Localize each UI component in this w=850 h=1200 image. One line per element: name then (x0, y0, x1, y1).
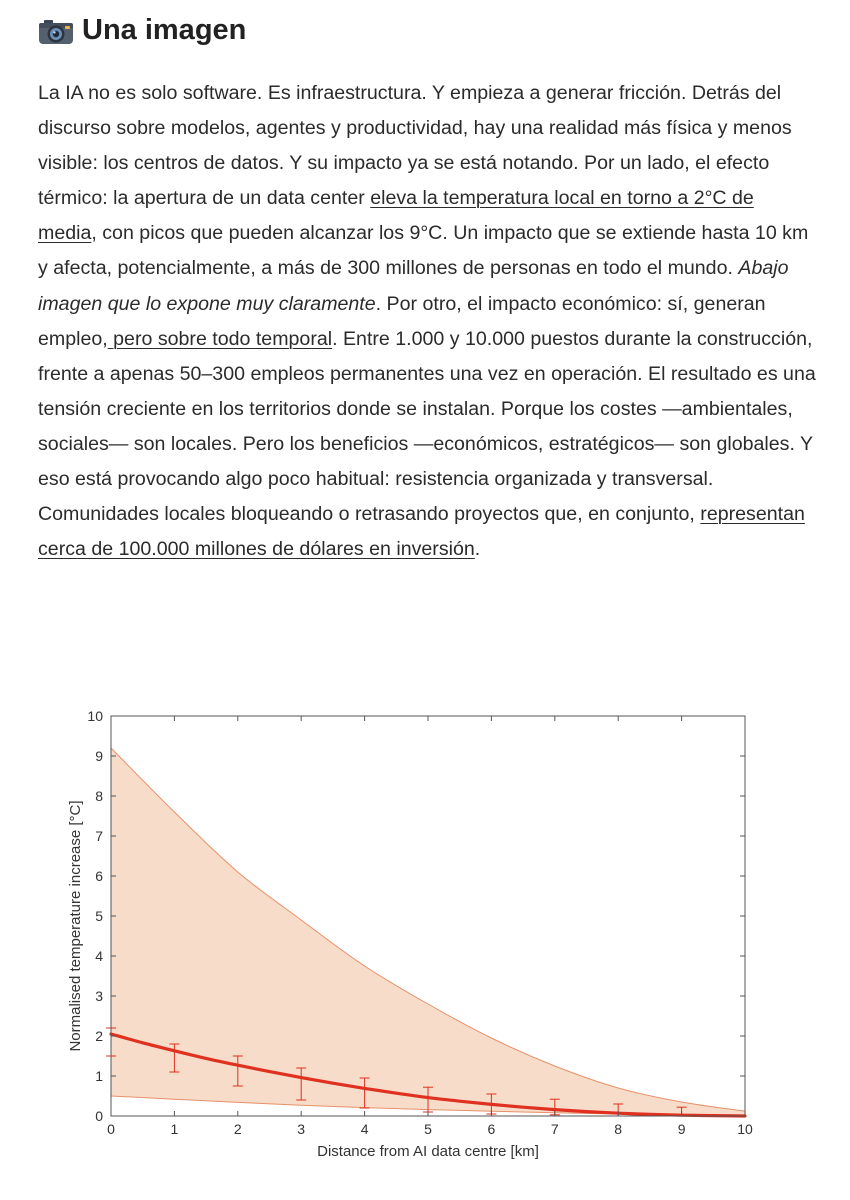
x-tick-label: 6 (487, 1121, 496, 1137)
x-tick-label: 1 (170, 1121, 179, 1137)
y-axis-label: Normalised temperature increase [°C] (67, 800, 84, 1052)
x-tick-label: 8 (614, 1121, 623, 1137)
y-tick-label: 2 (95, 1028, 103, 1044)
y-tick-label: 8 (95, 788, 103, 804)
x-tick-label: 10 (737, 1121, 753, 1137)
y-tick-label: 10 (87, 708, 103, 724)
y-tick-label: 3 (95, 988, 103, 1004)
x-tick-label: 9 (677, 1121, 686, 1137)
x-tick-label: 5 (424, 1121, 432, 1137)
article-italic-text: Abajo imagen que lo expone muy claramente (38, 257, 789, 315)
y-tick-label: 0 (95, 1108, 103, 1124)
article-text: . Entre 1.000 y 10.000 puestos durante la construcción, frente a apenas 50–300 empleos permanentes una vez en operación. El resultado es una tensión creciente en los territorios donde se instalan. Porque los costes —ambientales, sociales— son locales. Pero los beneficios —económicos, estratégicos— son globales. Y eso está provocando algo poco habitual: resistencia organizada y transversal. Comunidades locales bloqueando o retrasando proyectos que, en conjunto, (38, 327, 816, 526)
temperature-link[interactable]: eleva la temperatura local en torno a 2°C de media (38, 187, 754, 245)
y-tick-label: 4 (95, 948, 103, 964)
y-tick-label: 5 (95, 908, 103, 924)
y-tick-label: 9 (95, 748, 103, 764)
y-tick-label: 6 (95, 868, 103, 884)
article-text: . (474, 538, 481, 561)
y-tick-label: 7 (95, 828, 103, 844)
camera-icon (38, 16, 74, 46)
chart-container (0, 690, 850, 1170)
article-text: , con picos que pueden alcanzar los 9°C. Un impacto que se extiende hasta 10 km y afecta, potencialmente, a más de 300 millones de personas en todo el mundo. (38, 222, 809, 280)
temporal-link[interactable]: pero sobre todo temporal (107, 327, 333, 350)
range-band-area (111, 748, 745, 1116)
temperature-chart (0, 690, 850, 1170)
page-title (38, 14, 246, 47)
article-text: La IA no es solo software. Es infraestructura. Y empieza a generar fricción. Detrás del discurso sobre modelos, agentes y productividad, hay una realidad más física y menos visible: los centros de datos. Y su impacto ya se está notando. Por un lado, el efecto térmico: la apertura de un data center (38, 82, 792, 210)
x-tick-label: 2 (233, 1121, 242, 1137)
x-tick-label: 4 (360, 1121, 369, 1137)
x-tick-label: 3 (297, 1121, 306, 1137)
article-paragraph (38, 76, 818, 567)
x-tick-label: 7 (550, 1121, 559, 1137)
x-tick-label: 0 (107, 1121, 115, 1137)
page-title-text: Una imagen (82, 14, 247, 46)
investment-link[interactable]: representan cerca de 100.000 millones de dólares en inversión (38, 503, 805, 561)
x-axis-label: Distance from AI data centre [km] (317, 1143, 539, 1160)
y-tick-label: 1 (95, 1068, 103, 1084)
article-text: . Por otro, el impacto económico: sí, generan empleo, (38, 292, 766, 350)
